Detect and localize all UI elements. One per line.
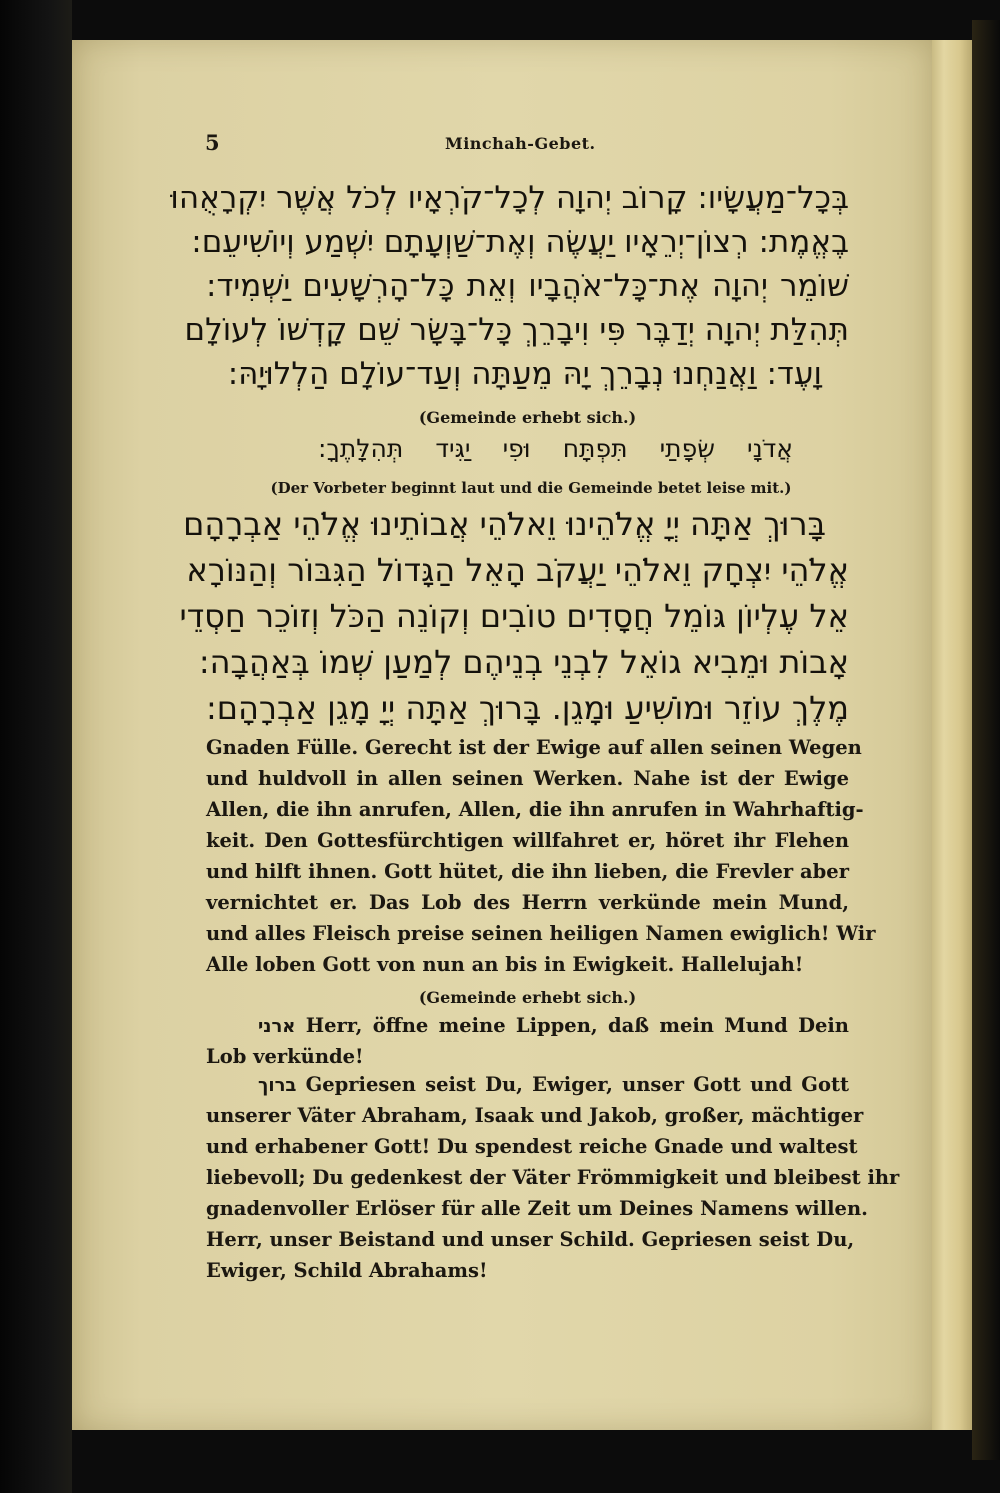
hebrew-line-adonai: אֲדֹנָי שְׂפָתַי תִּפְתָּח וּפִי יַגִּיד תְּהִלָּתֶךָ:: [318, 434, 793, 463]
rubric-caption: (Gemeinde erhebt sich.): [418, 408, 637, 427]
german-line: unserer Väter Abraham, Isaak und Jakob, großer, mächtiger: [206, 1104, 864, 1127]
page-gutter: [932, 40, 972, 1430]
hebrew-line: תְּהִלַּת יְהוָה יְדַבֶּר פִּי וִיבָרֵךְ כָּל־בָּשָׂר שֵׁם קָדְשׁוֹ לְעוֹלָם: [184, 312, 849, 348]
german-line: Ewiger, Schild Abrahams!: [206, 1259, 488, 1282]
running-head: Minchah-Gebet.: [445, 134, 596, 153]
german-line: liebevoll; Du gedenkest der Väter Frömmigkeit und bleibest ihr: [206, 1166, 900, 1189]
german-line: Lob verkünde!: [206, 1045, 364, 1068]
german-line: Alle loben Gott von nun an bis in Ewigkeit. Hallelujah!: [206, 953, 804, 976]
hebrew-keyword: ברוך: [258, 1075, 297, 1096]
hebrew-line: בָּרוּךְ אַתָּה יְיָ אֱלֹהֵינוּ וֵאלֹהֵי אֲבוֹתֵינוּ אֱלֹהֵי אַבְרָהָם: [183, 505, 826, 543]
page-number: 5: [205, 130, 220, 155]
german-text: Herr, öffne meine Lippen, daß mein Mund Dein: [305, 1014, 849, 1037]
hebrew-line: אֵל עֶלְיוֹן גּוֹמֵל חֲסָדִים טוֹבִים וְקוֹנֵה הַכֹּל וְזוֹכֵר חַסְדֵי: [179, 597, 849, 635]
german-line: und erhabener Gott! Du spendest reiche Gnade und waltest: [206, 1135, 858, 1158]
hebrew-line: מֶלֶךְ עוֹזֵר וּמוֹשִׁיעַ וּמָגֵן. בָּרוּךְ אַתָּה יְיָ מָגֵן אַבְרָהָם:: [206, 689, 849, 727]
hebrew-line: שׁוֹמֵר יְהוָה אֶת־כָּל־אֹהֲבָיו וְאֵת כָּל־הָרְשָׁעִים יַשְׁמִיד:: [206, 268, 849, 304]
rubric-caption: (Der Vorbeter beginnt laut und die Gemeinde betet leise mit.): [270, 479, 792, 497]
german-line: und hilft ihnen. Gott hütet, die ihn lieben, die Frevler aber: [206, 860, 849, 883]
hebrew-line: וָעֶד: וַאֲנַחְנוּ נְבָרֵךְ יָהּ מֵעַתָּה וְעַד־עוֹלָם הַלְלוּיָהּ:: [227, 356, 822, 392]
hebrew-line: בֶאֱמֶת: רְצוֹן־יְרֵאָיו יַעֲשֶׂה וְאֶת־שַׁוְעָתָם יִשְׁמַע וְיוֹשִׁיעֵם:: [191, 224, 849, 260]
german-line: keit. Den Gottesfürchtigen willfahret er, höret ihr Flehen: [206, 829, 849, 852]
german-line: [258, 1014, 849, 1037]
german-line: und alles Fleisch preise seinen heiligen Namen ewiglich! Wir: [206, 922, 876, 945]
german-line: [258, 1073, 849, 1096]
hebrew-line: אֱלֹהֵי יִצְחָק וֵאלֹהֵי יַעֲקֹב הָאֵל הַגָּדוֹל הַגִּבּוֹר וְהַנּוֹרָא: [186, 551, 849, 589]
book-spine-left: [0, 0, 72, 1493]
book-edge-right: [972, 20, 1000, 1460]
hebrew-line: בְּכָל־מַעֲשָׂיו: קָרוֹב יְהוָה לְכָל־קֹרְאָיו לְכֹל אֲשֶׁר יִקְרָאֻהוּ: [170, 180, 849, 216]
german-line: Gnaden Fülle. Gerecht ist der Ewige auf allen seinen Wegen: [206, 736, 862, 759]
german-text: Gepriesen seist Du, Ewiger, unser Gott und Gott: [305, 1073, 849, 1096]
german-line: gnadenvoller Erlöser für alle Zeit um Deines Namens willen.: [206, 1197, 868, 1220]
hebrew-line: אָבוֹת וּמֵבִיא גוֹאֵל לִבְנֵי בְנֵיהֶם לְמַעַן שְׁמוֹ בְּאַהֲבָה:: [198, 643, 849, 681]
hebrew-keyword: ארני: [258, 1016, 296, 1037]
german-line: Allen, die ihn anrufen, Allen, die ihn anrufen in Wahrhaftig-: [206, 798, 864, 821]
rubric-caption: (Gemeinde erhebt sich.): [418, 988, 637, 1007]
german-line: vernichtet er. Das Lob des Herrn verkünde mein Mund,: [206, 891, 849, 914]
german-line: Herr, unser Beistand und unser Schild. Gepriesen seist Du,: [206, 1228, 855, 1251]
german-line: und huldvoll in allen seinen Werken. Nahe ist der Ewige: [206, 767, 849, 790]
